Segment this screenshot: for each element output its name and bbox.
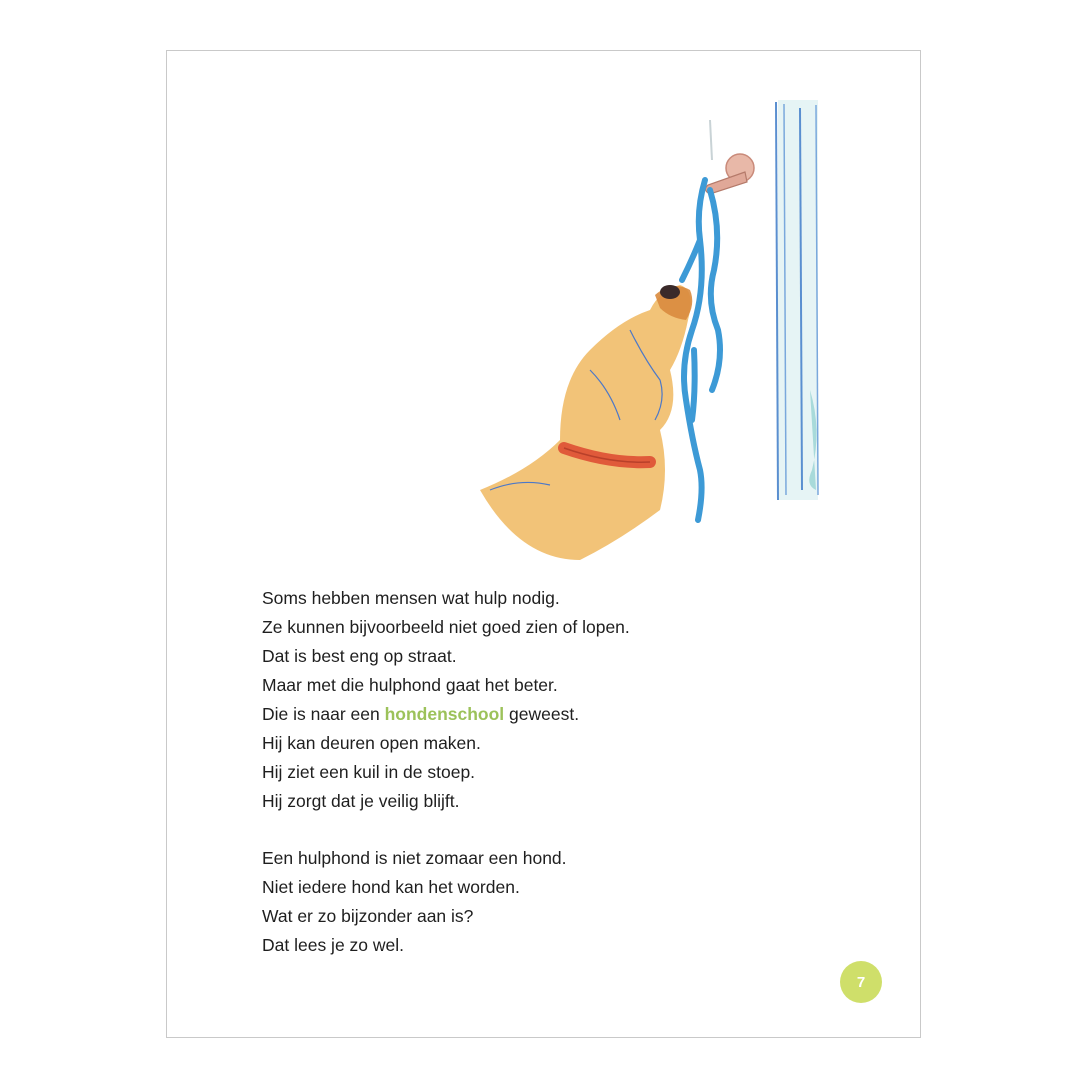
leash-icon	[682, 180, 720, 520]
text-segment: geweest.	[504, 704, 580, 724]
text-line	[262, 700, 822, 729]
highlighted-term: hondenschool	[384, 704, 505, 724]
text-line: Dat lees je zo wel.	[262, 935, 405, 955]
text-line: Hij zorgt dat je veilig blijft.	[262, 791, 460, 811]
door-icon	[710, 100, 818, 500]
door-handle-icon	[705, 154, 754, 194]
text-line: Soms hebben mensen wat hulp nodig.	[262, 588, 560, 608]
text-line: Dat is best eng op straat.	[262, 646, 457, 666]
text-line: Ze kunnen bijvoorbeeld niet goed zien of lopen.	[262, 617, 630, 637]
story-text	[262, 584, 822, 960]
text-line: Hij kan deuren open maken.	[262, 733, 481, 753]
text-line: Wat er zo bijzonder aan is?	[262, 906, 474, 926]
dog-icon	[480, 285, 692, 560]
dog-door-illustration	[460, 90, 840, 590]
text-line: Een hulphond is niet zomaar een hond.	[262, 848, 567, 868]
text-segment: Die is naar een	[262, 704, 385, 724]
text-line: Maar met die hulphond gaat het beter.	[262, 675, 558, 695]
page-number-badge: 7	[840, 961, 882, 1003]
paragraph-gap	[262, 816, 822, 844]
text-line: Niet iedere hond kan het worden.	[262, 877, 520, 897]
text-line: Hij ziet een kuil in de stoep.	[262, 762, 476, 782]
